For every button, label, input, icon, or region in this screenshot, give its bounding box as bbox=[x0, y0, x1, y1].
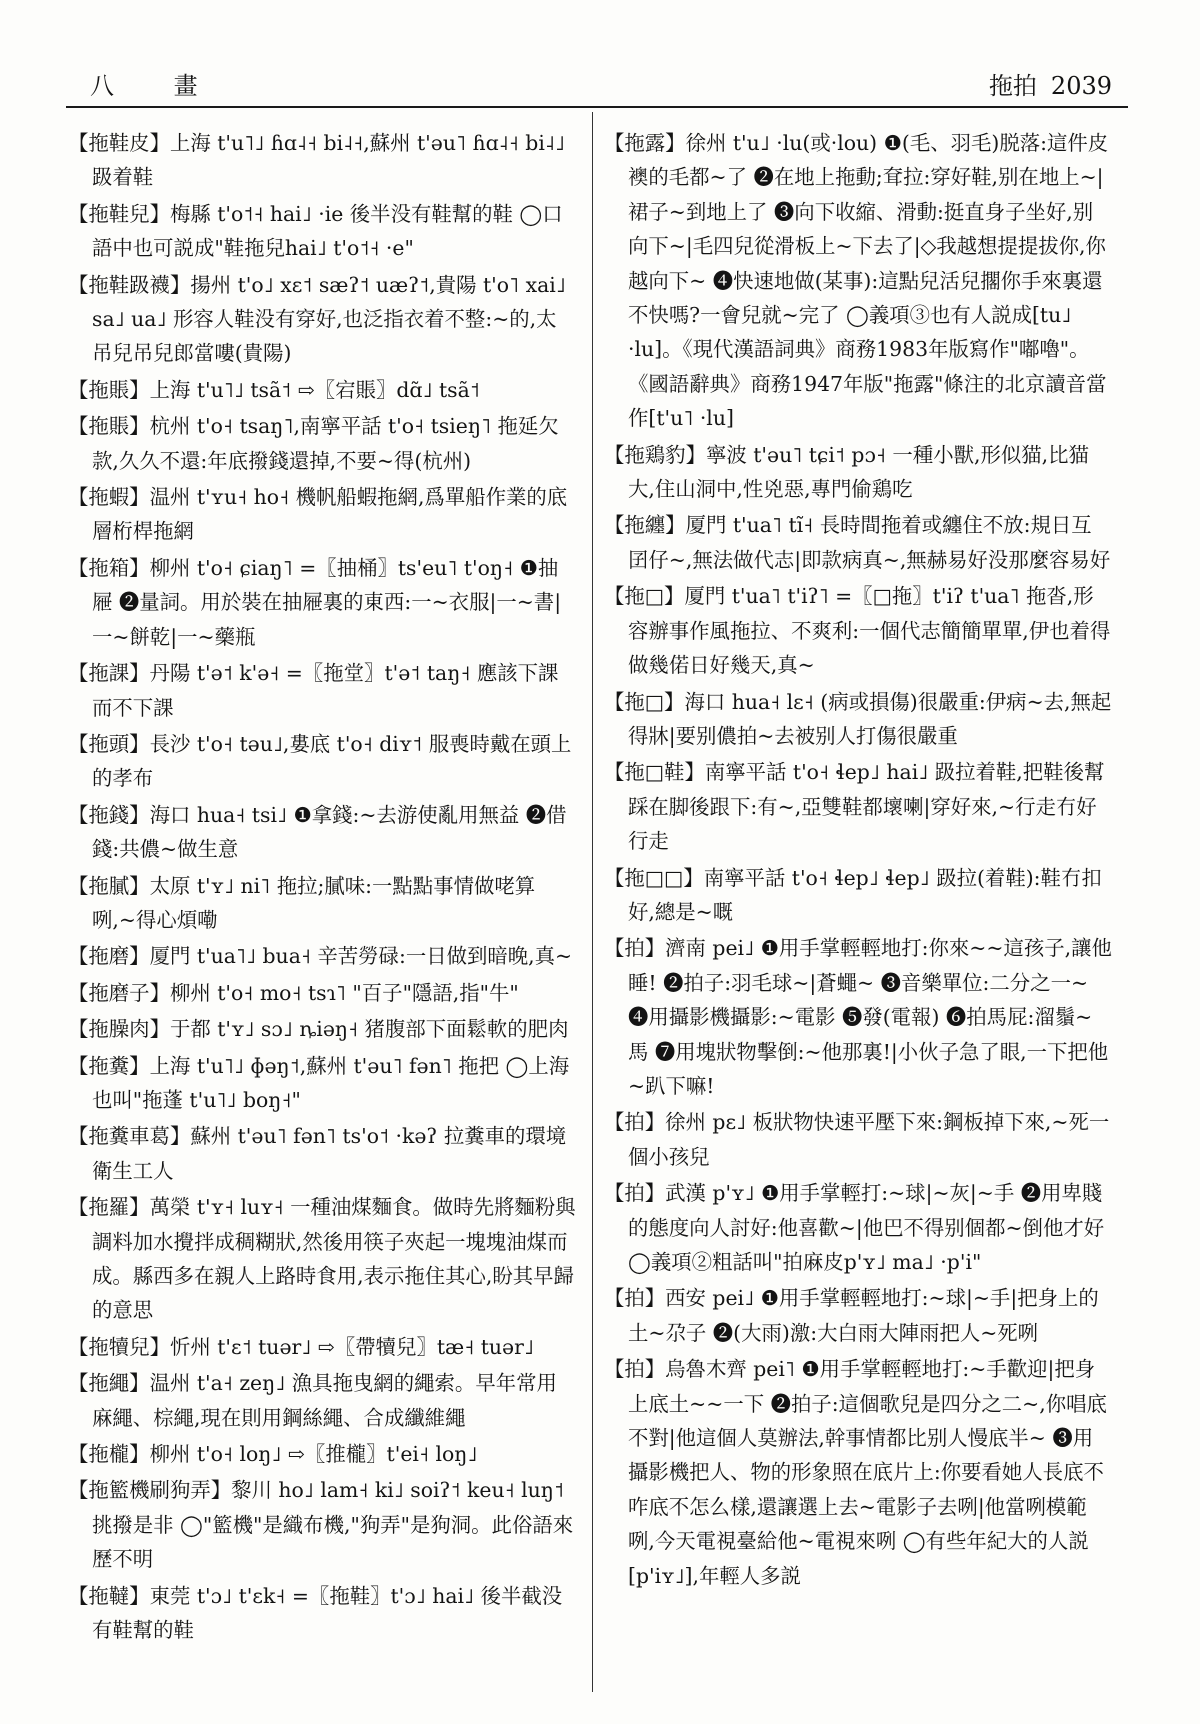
left-column bbox=[68, 126, 576, 1686]
entry-headword: 【 拖糞車葛 】 bbox=[68, 1124, 190, 1148]
entry-definition: 温州 t'a˧ zeŋ˩ 漁具拖曳網的繩索。早年常用麻繩、棕繩,現在則用鋼絲繩、合成纖維繩 bbox=[92, 1371, 557, 1430]
entry-definition: 徐州 pɛ˩ 板狀物快速平壓下來:鋼板掉下來,~死一個小孩兒 bbox=[628, 1110, 1110, 1169]
entry-headword: 【 拖錢 】 bbox=[68, 803, 150, 827]
dictionary-entry bbox=[604, 1352, 1112, 1593]
entry-headword: 【 拖鞋趿襪 】 bbox=[68, 273, 190, 297]
entry-headword: 【 拖課 】 bbox=[68, 661, 150, 685]
entry-definition: 梅縣 t'o˦˧ hai˩ ·ie 後半没有鞋幫的鞋 ◯口語中也可説成"鞋拖兒hai˩ t'o˦˧ ·e" bbox=[92, 201, 563, 261]
entry-definition: 徐州 t'u˩ ·lu(或·lou) ❶(毛、羽毛)脱落:這件皮襖的毛都~了 ❷在地上拖動;耷拉:穿好鞋,别在地上~|裙子~到地上了 ❸向下收縮、滑動:挺直身子坐好,别向下~|毛四兒從滑板上~下去了|◇我越想提提拔你,你越向下~ ❹快速地做(某事):這點兒活兒擱你手來裏還不快嗎?一會兒就~完了 ◯義項③也有人説成[tu˩ ·lu]。《現代漢語詞典》商務1983年版寫作"嘟嚕"。《國語辭典》商務1947年版"拖露"條注的北京讀音當作[t'u˥ ·lu] bbox=[628, 131, 1109, 431]
guide-words: 拖拍 bbox=[988, 72, 1037, 100]
entry-definition: 海口 hua˧ tsi˩ ❶拿錢:~去游使亂用無益 ❷借錢:共儂~做生意 bbox=[92, 802, 567, 862]
entry-definition: 上海 t'u˥˩ tsã˦ ⇨〖宕賬〗dɑ̃˩ tsã˦ bbox=[149, 377, 480, 402]
entry-headword: 【 拖櫳 】 bbox=[68, 1442, 150, 1466]
entry-definition: 黎川 ho˩ lam˧ ki˩ soiʔ˦ keu˧ luŋ˦ 挑撥是非 ◯"籃機"是織布機,"狗弄"是狗洞。此俗語來歷不明 bbox=[92, 1478, 574, 1572]
dictionary-entry bbox=[604, 685, 1112, 754]
entry-headword: 【 拖□ 】 bbox=[604, 690, 684, 714]
entry-headword: 【 拖磨子 】 bbox=[68, 981, 170, 1005]
running-head bbox=[989, 66, 1112, 101]
entry-headword: 【 拖羅 】 bbox=[68, 1195, 150, 1219]
entry-definition: 武漢 p'ʏ˩ ❶用手掌輕打:~球|~灰|~手 ❷用卑賤的態度向人討好:他喜歡~|他巴不得别個都~倒他才好 ◯義項②粗話叫"拍麻皮p'ʏ˩ ma˩ ·p'i" bbox=[628, 1181, 1105, 1274]
entry-definition: 忻州 t'ɛ˦ tuər˩ ⇨〖帶犢兒〗tæ˧ tuər˩ bbox=[169, 1334, 534, 1359]
dictionary-entry bbox=[68, 798, 576, 867]
dictionary-entry bbox=[604, 861, 1112, 930]
entry-definition: 海口 hua˧ lɛ˧ (病或損傷)很嚴重:伊病~去,無起得牀|要别儂拍~去被别人打傷很嚴重 bbox=[628, 689, 1112, 748]
dictionary-entry bbox=[68, 1473, 576, 1576]
dictionary-entry bbox=[68, 1330, 576, 1364]
entry-headword: 【 拍 】 bbox=[604, 1110, 665, 1134]
dictionary-entry bbox=[604, 1176, 1112, 1279]
entry-definition: 太原 t'ʏ˩ ni˥ 拖拉;膩味:一點點事情做咾算咧,~得心煩嘞 bbox=[92, 873, 536, 932]
right-column bbox=[604, 126, 1112, 1686]
entry-headword: 【 拖露 】 bbox=[604, 131, 686, 155]
entry-definition: 東莞 t'ɔ˩ t'ɛk˧ =〖拖鞋〗t'ɔ˩ hai˩ 後半截没有鞋幫的鞋 bbox=[92, 1583, 563, 1643]
entry-definition: 濟南 pei˩ ❶用手掌輕輕地打:你來~~這孩子,讓他睡! ❷拍子:羽毛球~|蒼蠅~ ❸音樂單位:二分之一~ ❹用攝影機攝影:~電影 ❺發(電報) ❻拍馬屁:溜鬚~馬 ❼用塊狀物擊倒:~他那裏!|小伙子急了眼,一下把他~趴下嘛! bbox=[628, 936, 1112, 1098]
entry-definition: 蘇州 t'əu˥ fən˥ ts'o˦ ·kəʔ 拉糞車的環境衛生工人 bbox=[92, 1124, 567, 1183]
entry-headword: 【 拖蝦 】 bbox=[68, 485, 150, 509]
entry-definition: 萬榮 t'ʏ˧ luʏ˧ 一種油煤麵食。做時先將麵粉與調料加水攪拌成稠糊狀,然後用筷子夾起一塊塊油煤而成。縣西多在親人上路時食用,表示拖住其心,盼其早歸的意思 bbox=[92, 1195, 576, 1323]
entry-definition: 上海 t'u˥˩ ɸəŋ˦,蘇州 t'əu˥ fən˥ 拖把 ◯上海也叫"拖蓬 t'u˥˩ boŋ˧" bbox=[92, 1053, 570, 1112]
dictionary-entry bbox=[604, 755, 1112, 858]
entry-definition: 上海 t'u˥˩ ɦɑ˨˧ bi˨˧,蘇州 t'əu˥ ɦɑ˨˧ bi˨˩ 趿着鞋 bbox=[92, 131, 565, 190]
entry-headword: 【 拖籃機刷狗弄 】 bbox=[68, 1478, 231, 1502]
entry-definition: 長沙 t'o˧ təu˩,婁底 t'o˧ diʏ˦ 服喪時戴在頭上的孝布 bbox=[92, 731, 572, 791]
entry-headword: 【 拖鞋皮 】 bbox=[68, 131, 170, 155]
entry-headword: 【 拖鞋兒 】 bbox=[68, 202, 170, 226]
dictionary-entry bbox=[68, 480, 576, 549]
dictionary-entry bbox=[604, 579, 1112, 682]
dictionary-entry bbox=[68, 976, 576, 1010]
dictionary-entry bbox=[68, 197, 576, 266]
entry-definition: 杭州 t'o˧ tsaŋ˥,南寧平話 t'o˧ tsieŋ˥ 拖延欠款,久久不還:年底撥錢還掉,不要~得(杭州) bbox=[92, 414, 559, 473]
dictionary-entry bbox=[68, 373, 576, 407]
dictionary-entry bbox=[68, 939, 576, 973]
entry-definition: 丹陽 t'ə˦ k'ə˧ =〖拖堂〗t'ə˦ taŋ˧ 應該下課而不下課 bbox=[92, 661, 559, 720]
entry-headword: 【 拖膩 】 bbox=[68, 874, 150, 898]
column-divider bbox=[592, 112, 593, 1692]
dictionary-entry bbox=[68, 1012, 576, 1046]
entry-headword: 【 拖□□ 】 bbox=[604, 866, 704, 890]
entry-headword: 【 拍 】 bbox=[604, 936, 665, 960]
dictionary-entry bbox=[604, 931, 1112, 1103]
entry-definition: 厦門 t'ua˥ t'iʔ˥ =〖□拖〗t'iʔ t'ua˥ 拖沓,形容辦事作風拖拉、不爽利:一個代志簡簡單單,伊也着得做幾偌日好幾天,真~ bbox=[628, 584, 1111, 678]
dictionary-entry bbox=[68, 1579, 576, 1648]
entry-definition: 寧波 t'əu˥ tɕi˦ pɔ˧ 一種小獸,形似猫,比猫大,住山洞中,性兇惡,專門偷鶏吃 bbox=[628, 442, 1089, 502]
entry-definition: 柳州 t'o˧ loŋ˩ ⇨〖推櫳〗t'ei˧ loŋ˩ bbox=[149, 1442, 478, 1467]
dictionary-entry bbox=[604, 438, 1112, 507]
dictionary-entry bbox=[68, 1119, 576, 1188]
entry-headword: 【 拖臊肉 】 bbox=[68, 1017, 170, 1041]
dictionary-entry bbox=[68, 656, 576, 725]
entry-headword: 【 拖□ 】 bbox=[604, 584, 684, 608]
dictionary-entry bbox=[68, 869, 576, 938]
entry-definition: 厦門 t'ua˥˩ bua˧ 辛苦勞碌:一日做到暗晚,真~ bbox=[149, 944, 573, 969]
entry-definition: 南寧平話 t'o˧ ɬep˩ ɬep˩ 趿拉(着鞋):鞋冇扣好,總是~嘅 bbox=[628, 865, 1102, 924]
entry-headword: 【 拍 】 bbox=[604, 1181, 665, 1205]
entry-headword: 【 拍 】 bbox=[604, 1286, 665, 1310]
entry-headword: 【 拖賬 】 bbox=[68, 414, 150, 438]
entry-headword: 【 拖磨 】 bbox=[68, 944, 150, 968]
entry-definition: 柳州 t'o˧ ɕiaŋ˥ =〖抽桶〗ts'eu˥ t'oŋ˧ ❶抽屜 ❷量詞。用於裝在抽屜裏的東西:一~衣服|一~書|一~餅乾|一~藥瓶 bbox=[92, 555, 562, 649]
entry-definition: 烏魯木齊 pei˥ ❶用手掌輕輕地打:~手歡迎|把身上底土~~一下 ❷拍子:這個歌兒是四分之二~,你唱底不對|他這個人莫辦法,幹事情都比别人慢底半~ ❸用攝影機把人、物的形象照在底片上:你要看她人長底不咋底不怎么樣,還讓選上去~電影子去咧|他當咧模範咧,今天電視臺給他~電視來咧 ◯有些年紀大的人説[p'iʏ˩],年輕人多説 bbox=[628, 1357, 1107, 1588]
entry-definition: 南寧平話 t'o˧ ɬep˩ hai˩ 趿拉着鞋,把鞋後幫踩在脚後跟下:有~,亞雙鞋都壞喇|穿好來,~行走冇好行走 bbox=[628, 760, 1105, 854]
entry-definition: 于都 t'ʏ˩ sɔ˩ ȵiəŋ˧ 猪腹部下面鬆軟的肥肉 bbox=[169, 1017, 569, 1042]
entry-headword: 【 拖糞 】 bbox=[68, 1054, 150, 1078]
entry-definition: 西安 pei˩ ❶用手掌輕輕地打:~球|~手|把身上的土~尕子 ❷(大雨)激:大白雨大陣雨把人~死咧 bbox=[628, 1286, 1099, 1345]
entry-headword: 【 拖鶏豹 】 bbox=[604, 443, 706, 467]
entry-headword: 【 拖□鞋 】 bbox=[604, 760, 705, 784]
dictionary-entry bbox=[68, 409, 576, 478]
entry-definition: 温州 t'ʏu˧ ho˧ 機帆船蝦拖網,爲單船作業的底層桁桿拖網 bbox=[92, 485, 568, 544]
dictionary-entry bbox=[68, 1366, 576, 1435]
entry-headword: 【 拖韃 】 bbox=[68, 1584, 150, 1608]
entry-headword: 【 拖頭 】 bbox=[68, 732, 150, 756]
entry-headword: 【 拖賬 】 bbox=[68, 378, 150, 402]
dictionary-entry bbox=[68, 551, 576, 654]
dictionary-entry bbox=[68, 1190, 576, 1328]
dictionary-entry bbox=[68, 727, 576, 796]
entry-headword: 【 拖纏 】 bbox=[604, 513, 686, 537]
entry-headword: 【 拍 】 bbox=[604, 1357, 665, 1381]
entry-headword: 【 拖犢兒 】 bbox=[68, 1335, 170, 1359]
dictionary-entry bbox=[68, 1437, 576, 1471]
dictionary-entry bbox=[604, 1281, 1112, 1350]
entry-definition: 揚州 t'o˩ xɛ˦ sæʔ˦ uæʔ˦,貴陽 t'o˥ xai˩ sa˩ ua˩ 形容人鞋没有穿好,也泛指衣着不整:~的,太吊兒吊兒郎當嘍(貴陽) bbox=[92, 272, 566, 366]
page-header bbox=[66, 58, 1128, 108]
dictionary-entry bbox=[68, 1049, 576, 1118]
dictionary-entry bbox=[604, 126, 1112, 436]
entry-definition: 厦門 t'ua˥ tĩ˧ 長時間拖着或纏住不放:規日互囝仔~,無法做代志|即款病真~,無赫易好没那麼容易好 bbox=[628, 513, 1111, 572]
dictionary-entry bbox=[68, 268, 576, 371]
dictionary-entry bbox=[68, 126, 576, 195]
dictionary-entry bbox=[604, 1105, 1112, 1174]
section-title: 八 畫 bbox=[90, 72, 224, 100]
page-number: 2039 bbox=[1050, 72, 1112, 100]
entry-headword: 【 拖箱 】 bbox=[68, 556, 150, 580]
entry-headword: 【 拖繩 】 bbox=[68, 1371, 150, 1395]
entry-definition: 柳州 t'o˧ mo˧ tsɿ˥ "百子"隱語,指"牛" bbox=[169, 980, 519, 1005]
dictionary-entry bbox=[604, 508, 1112, 577]
